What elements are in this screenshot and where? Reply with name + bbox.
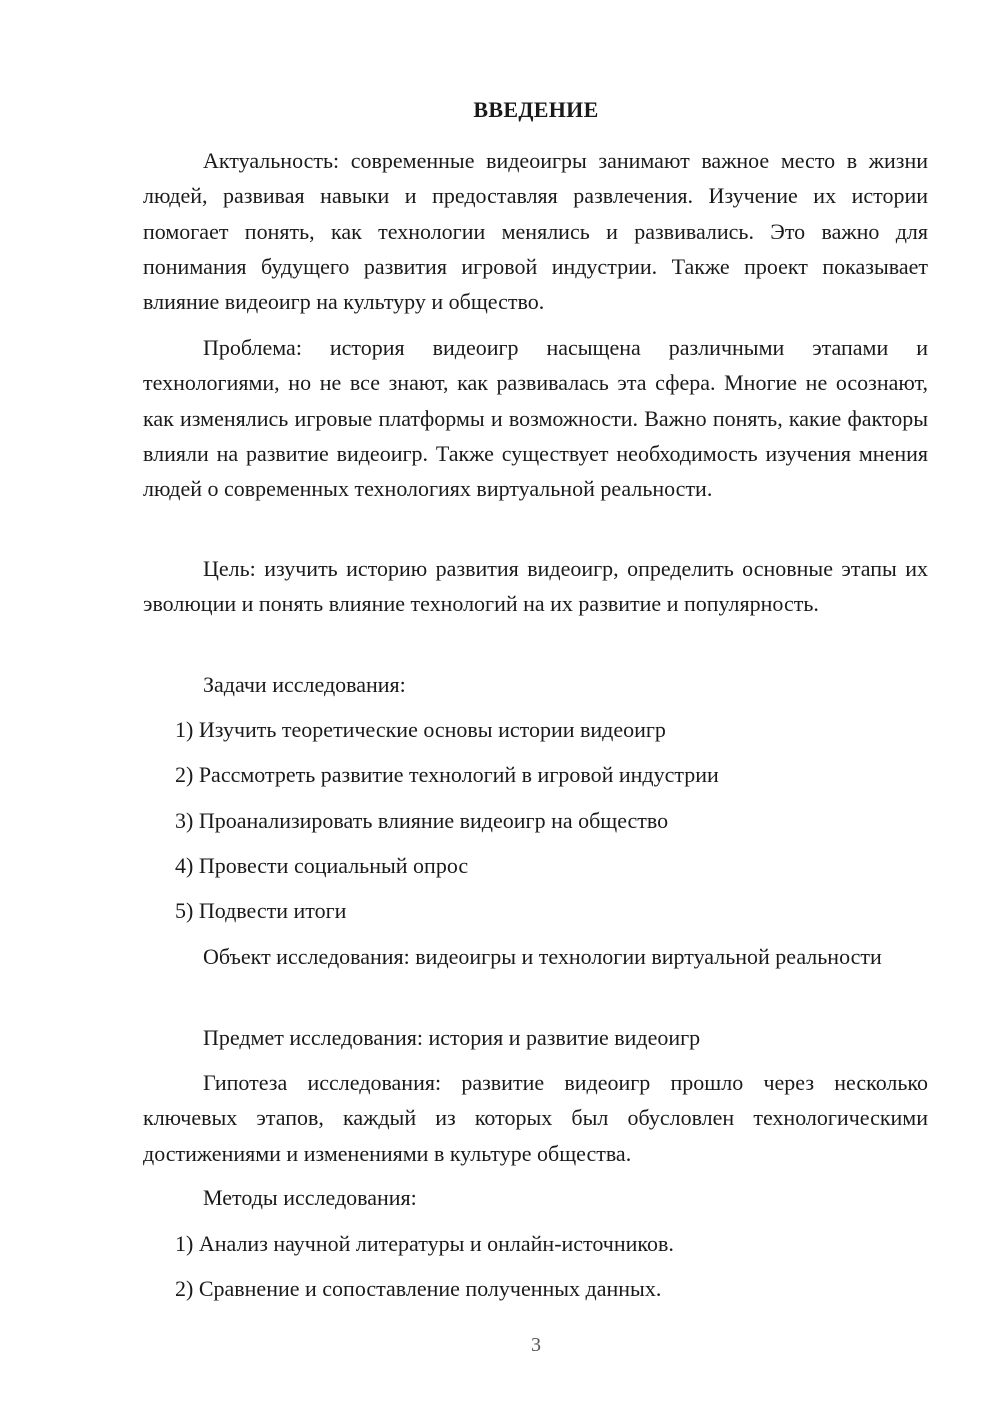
task-item: 5) Подвести итоги (175, 898, 347, 923)
methods-heading: Методы исследования: (203, 1185, 417, 1210)
page-number: 3 (531, 1334, 541, 1356)
object-paragraph: Объект исследования: видеоигры и технологии виртуальной реальности (203, 944, 882, 969)
relevance-paragraph: Актуальность: современные видеоигры занимают важное место в жизни людей, развивая навыки и предоставляя развлечения. Изучение их истории помогает понять, как технологии менялись и развивались. Это важно для понимания будущего развития игровой индустрии. Также проект показывает влияние видеоигр на культуру и общество. (143, 148, 928, 315)
task-item: 4) Провести социальный опрос (175, 853, 469, 878)
subject-paragraph: Предмет исследования: история и развитие видеоигр (203, 1025, 701, 1050)
method-item: 2) Сравнение и сопоставление полученных данных. (175, 1276, 662, 1301)
task-item: 1) Изучить теоретические основы истории видеоигр (175, 717, 666, 742)
task-item: 3) Проанализировать влияние видеоигр на общество (175, 808, 669, 833)
section-heading: ВВЕДЕНИЕ (473, 97, 599, 122)
goal-paragraph: Цель: изучить историю развития видеоигр, определить основные этапы их эволюции и понять влияние технологий на их развитие и популярность. (143, 556, 928, 617)
task-item: 2) Рассмотреть развитие технологий в игровой индустрии (175, 762, 719, 787)
hypothesis-paragraph: Гипотеза исследования: развитие видеоигр прошло через несколько ключевых этапов, каждый из которых был обусловлен технологическими достижениями и изменениями в культуре общества. (143, 1070, 928, 1166)
problem-paragraph: Проблема: история видеоигр насыщена различными этапами и технологиями, но не все знают, как развивалась эта сфера. Многие не осознают, как изменялись игровые платформы и возможности. Важно понять, какие факторы влияли на развитие видеоигр. Также существует необходимость изучения мнения людей о современных технологиях виртуальной реальности. (143, 335, 928, 502)
tasks-heading: Задачи исследования: (203, 672, 406, 697)
method-item: 1) Анализ научной литературы и онлайн-источников. (175, 1231, 674, 1256)
